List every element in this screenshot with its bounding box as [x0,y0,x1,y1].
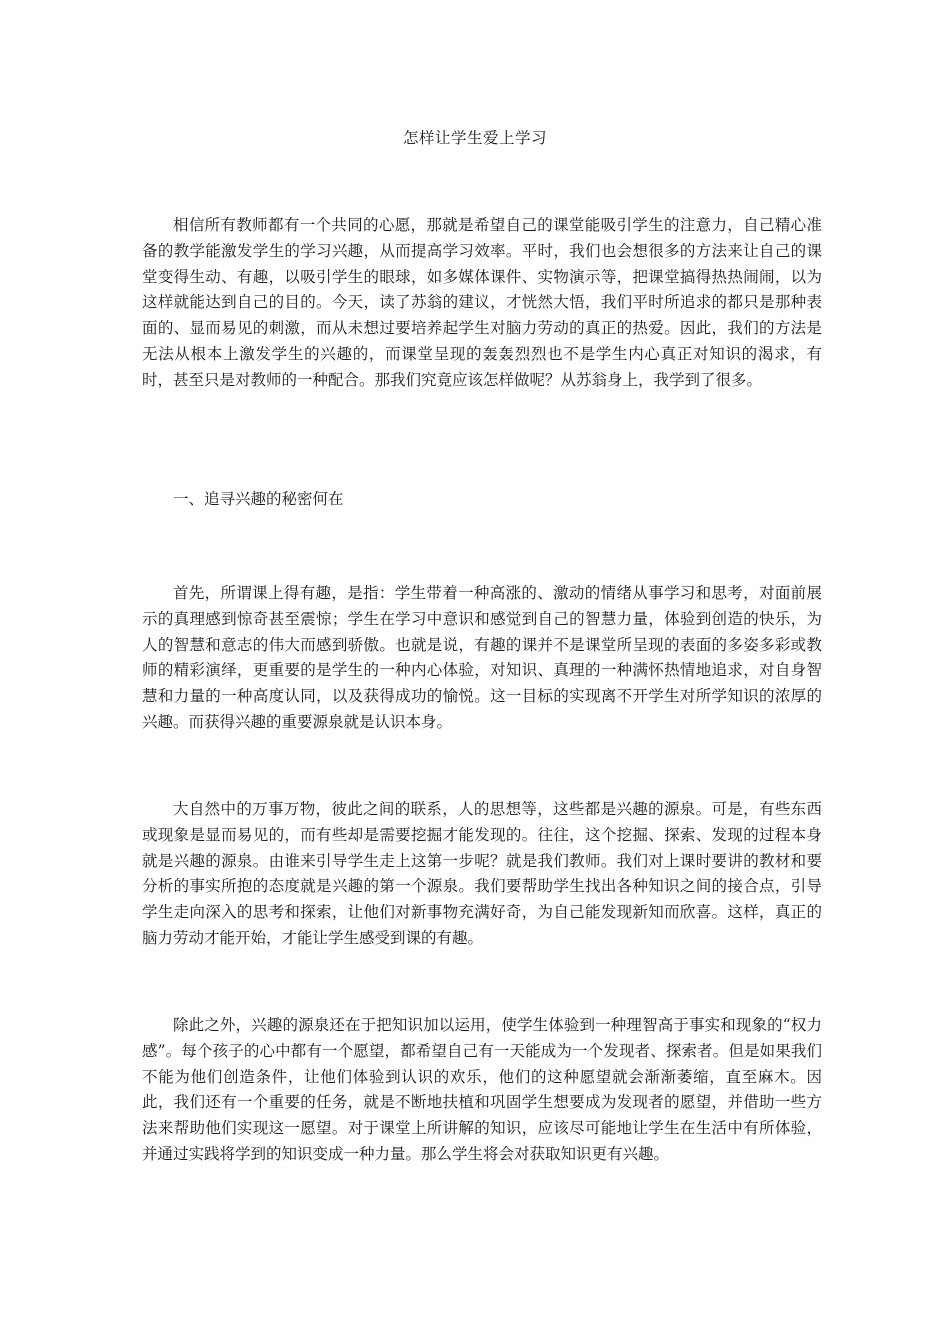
paragraph-interest-definition: 首先，所谓课上得有趣，是指：学生带着一种高涨的、激动的情绪从事学习和思考，对面前展示的真理感到惊奇甚至震惊；学生在学习中意识和感觉到自己的智慧力量，体验到创造的快乐，为人的智慧和意志的伟大而感到骄傲。也就是说，有趣的课并不是课堂所呈现的表面的多姿多彩或教师的精彩演绎，更重要的是学生的一种内心体验，对知识、真理的一种满怀热情地追求，对自身智慧和力量的一种高度认同，以及获得成功的愉悦。这一目标的实现离不开学生对所学知识的浓厚的兴趣。而获得兴趣的重要源泉就是认识本身。 [142,584,822,731]
paragraph-applying-knowledge: 除此之外，兴趣的源泉还在于把知识加以运用，使学生体验到一种理智高于事实和现象的“权力感”。每个孩子的心中都有一个愿望，都希望自己有一天能成为一个发现者、探索者。但是如果我们不能为他们创造条件，让他们体验到认识的欢乐，他们的这种愿望就会渐渐萎缩，直至麻木。因此，我们还有一个重要的任务，就是不断地扶植和巩固学生想要成为发现者的愿望，并借助一些方法来帮助他们实现这一愿望。对于课堂上所讲解的知识，应该尽可能地让学生在生活中有所体验，并通过实践将学到的知识变成一种力量。那么学生将会对获取知识更有兴趣。 [142,1016,822,1163]
document-title: 怎样让学生爱上学习 [402,129,547,147]
paragraph-interest-sources: 大自然中的万事万物，彼此之间的联系，人的思想等，这些都是兴趣的源泉。可是，有些东西或现象是显而易见的，而有些却是需要挖掘才能发现的。往往，这个挖掘、探索、发现的过程本身就是兴趣的源泉。由谁来引导学生走上这第一步呢？就是我们教师。我们对上课时要讲的教材和要分析的事实所抱的态度就是兴趣的第一个源泉。我们要帮助学生找出各种知识之间的接合点，引导学生走向深入的思考和探索，让他们对新事物充满好奇，为自己能发现新知而欣喜。这样，真正的脑力劳动才能开始，才能让学生感受到课的有趣。 [142,800,822,947]
paragraph-intro: 相信所有教师都有一个共同的心愿，那就是希望自己的课堂能吸引学生的注意力，自己精心准备的教学能激发学生的学习兴趣，从而提高学习效率。平时，我们也会想很多的方法来让自己的课堂变得生动、有趣，以吸引学生的眼球，如多媒体课件、实物演示等，把课堂搞得热热闹闹，以为这样就能达到自己的目的。今天，读了苏翁的建议，才恍然大悟，我们平时所追求的都只是那种表面的、显而易见的刺激，而从未想过要培养起学生对脑力劳动的真正的热爱。因此，我们的方法是无法从根本上激发学生的兴趣的，而课堂呈现的轰轰烈烈也不是学生内心真正对知识的渴求，有时，甚至只是对教师的一种配合。那我们究竟应该怎样做呢？从苏翁身上，我学到了很多。 [142,216,822,389]
section-heading: 一、追寻兴趣的秘密何在 [173,490,344,508]
